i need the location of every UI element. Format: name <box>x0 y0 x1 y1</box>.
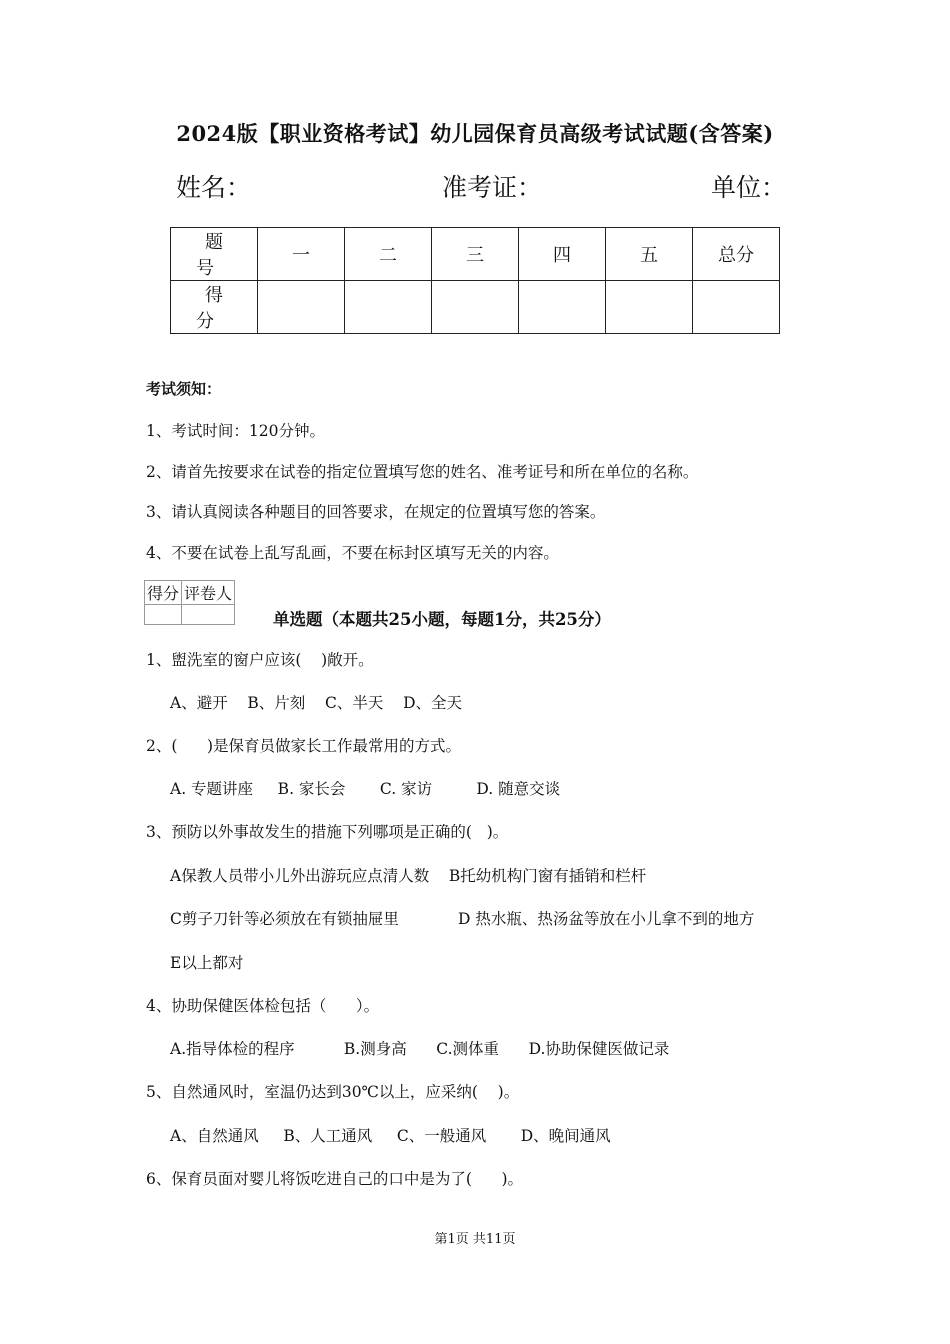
score-input-cell[interactable] <box>519 281 606 334</box>
question-text: 5、自然通风时，室温仍达到30℃以上，应采纳( )。 <box>146 1083 520 1101</box>
notice-item: 3、请认真阅读各种题目的回答要求，在规定的位置填写您的答案。 <box>146 503 606 521</box>
question-options: A. 专题讲座 B. 家长会 C. 家访 D. 随意交谈 <box>170 780 561 798</box>
score-table <box>170 227 780 334</box>
page-title: 2024版【职业资格考试】幼儿园保育员高级考试试题(含答案) <box>176 121 774 146</box>
score-table-cell: 总分 <box>693 228 780 281</box>
unit-label: 单位： <box>711 173 787 202</box>
score-table-cell: 一 <box>258 228 345 281</box>
question-text: 2、( )是保育员做家长工作最常用的方式。 <box>146 737 462 755</box>
score-table-cell: 五 <box>606 228 693 281</box>
exam-id-label: 准考证： <box>442 173 543 202</box>
notice-title: 考试须知： <box>146 380 222 398</box>
score-table-cell: 四 <box>519 228 606 281</box>
score-table-score-row <box>171 281 780 334</box>
notice-item: 1、考试时间：120分钟。 <box>146 422 325 440</box>
score-input-cell[interactable] <box>432 281 519 334</box>
question-options: A.指导体检的程序 B.测身高 C.测体重 D.协助保健医做记录 <box>170 1040 670 1058</box>
question-text: 3、预防以外事故发生的措施下列哪项是正确的( )。 <box>146 823 509 841</box>
score-table-cell: 三 <box>432 228 519 281</box>
score-table-cell: 题 号 <box>171 228 258 281</box>
grader-score-label: 得分 <box>145 581 182 605</box>
question-text: 6、保育员面对婴儿将饭吃进自己的口中是为了( )。 <box>146 1170 524 1188</box>
notice-item: 4、不要在试卷上乱写乱画，不要在标封区填写无关的内容。 <box>146 544 559 562</box>
question-options: A保教人员带小儿外出游玩应点清人数 B托幼机构门窗有插销和栏杆 <box>170 867 647 885</box>
question-options: C剪子刀针等必须放在有锁抽屉里 D 热水瓶、热汤盆等放在小儿拿不到的地方 <box>170 910 755 928</box>
question-options: A、避开 B、片刻 C、半天 D、全天 <box>170 694 462 712</box>
score-input-cell[interactable] <box>258 281 345 334</box>
grader-score-cell[interactable] <box>145 605 182 625</box>
score-input-cell[interactable] <box>606 281 693 334</box>
page-footer: 第1页 共11页 <box>434 1232 516 1247</box>
section-title: 单选题（本题共25小题，每题1分，共25分） <box>273 610 611 629</box>
question-text: 1、盥洗室的窗户应该( )敞开。 <box>146 651 374 669</box>
score-table-cell: 二 <box>345 228 432 281</box>
score-table-header-row <box>171 228 780 281</box>
score-table-cell: 得 分 <box>171 281 258 334</box>
name-label: 姓名： <box>176 173 252 202</box>
notice-item: 2、请首先按要求在试卷的指定位置填写您的姓名、准考证号和所在单位的名称。 <box>146 463 699 481</box>
question-options: A、自然通风 B、人工通风 C、一般通风 D、晚间通风 <box>170 1127 611 1145</box>
grader-box <box>144 580 235 625</box>
question-text: 4、协助保健医体检包括（ ）。 <box>146 997 380 1015</box>
score-input-cell[interactable] <box>345 281 432 334</box>
grader-name-label: 评卷人 <box>182 581 235 605</box>
grader-name-cell[interactable] <box>182 605 235 625</box>
score-input-cell[interactable] <box>693 281 780 334</box>
question-options: E以上都对 <box>170 954 244 972</box>
